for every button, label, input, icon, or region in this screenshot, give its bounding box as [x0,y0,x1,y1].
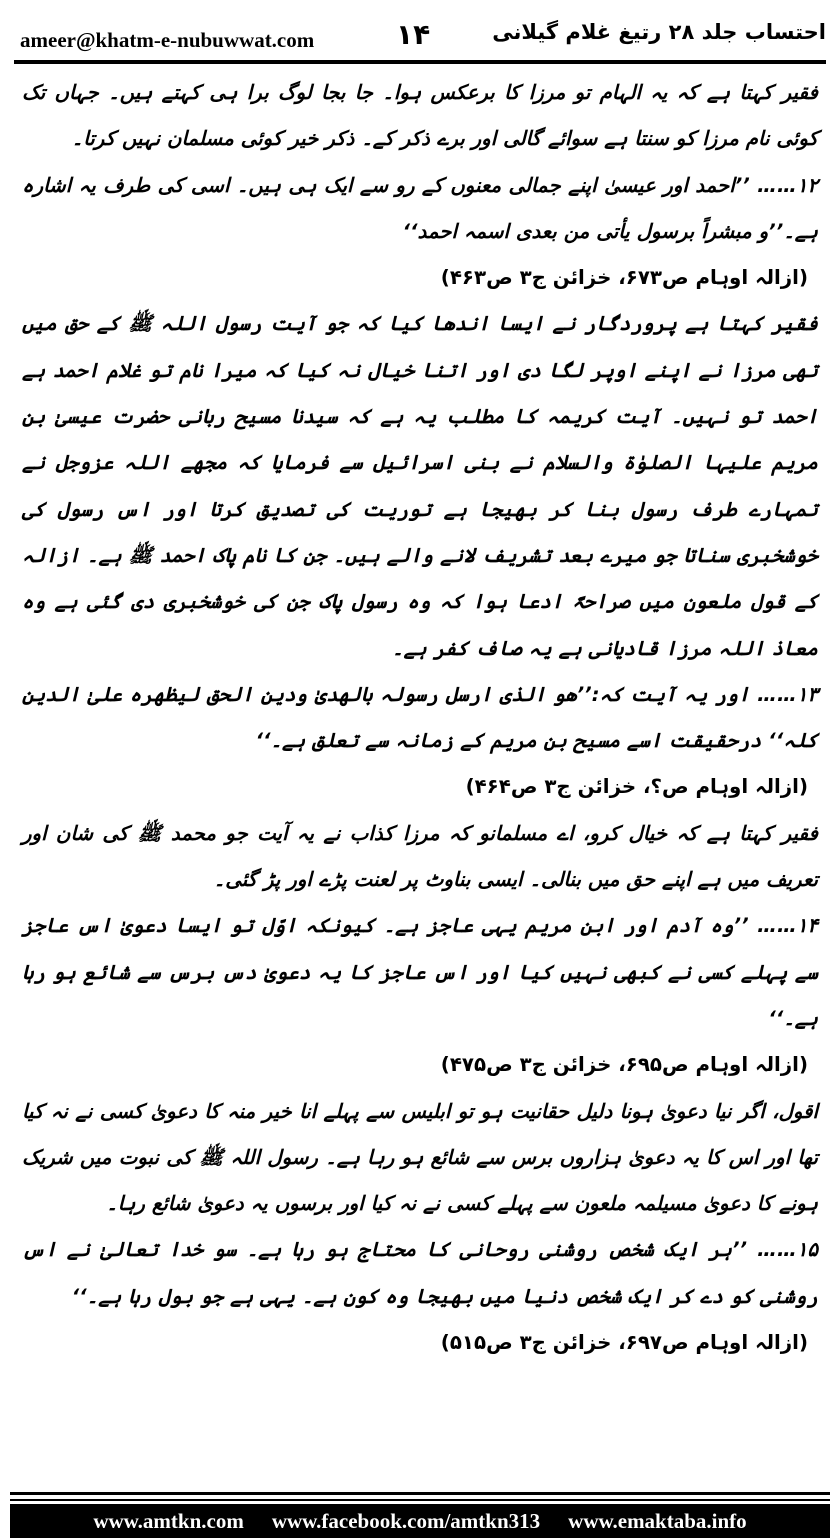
footer-rule-thin [10,1499,830,1501]
reference: (ازالہ اوہام ص؟، خزائن ج۳ ص۴۶۴) [465,775,808,799]
footer-link-amtkn[interactable]: www.amtkn.com [93,1508,244,1533]
paragraph: فقیر کہتا ہے کہ خیال کرو، اے مسلمانو کہ مرزا کذاب نے یہ آیت جو محمد ﷺ کی شان اور تعریف میں ہے اپنے حق میں بنالی۔ ایسی بناوٹ پر لعنت پڑے اور پڑ گئی۔ [22,821,818,892]
quote-13: ۱۳…… اور یہ آیت کہ:’’ھو الذی ارسل رسولہ بالھدیٰ ودین الحق لیظھرہ علیٰ الدین کلہ‘‘ درحقیقت اسے مسیح بن مریم کے زمانہ سے تعلق ہے۔‘‘ [22,682,818,753]
footer-link-emaktaba[interactable]: www.emaktaba.info [568,1508,747,1533]
page-header [20,14,826,56]
paragraph: فقیر کہتا ہے پروردگار نے ایسا اندھا کیا کہ جو آیت رسول اللہ ﷺ کے حق میں تھی مرزا نے اپنے اوپر لگا دی اور اتنا خیال نہ کیا کہ میرا نام تو غلام احمد ہے احمد تو نہیں۔ آیت کریمہ کا مطلب یہ ہے کہ سیدنا مسیح ربانی حضرت عیسیٰ بن مریم علیہا الصلوٰۃ والسلام نے بنی اسرائیل سے فرمایا کہ مجھے اللہ عزوجل نے تمہارے طرف رسول بنا کر بھیجا ہے توریت کی تصدیق کرتا اور اس رسول کی خوشخبری سناتا جو میرے بعد تشریف لانے والے ہیں۔ جن کا نام پاک احمد ﷺ ہے۔ ازالہ کے قول ملعون میں صراحۃً ادعا ہوا کہ وہ رسول پاک جن کی خوشخبری دی گئی ہے وہ معاذ اللہ مرزا قادیانی ہے یہ صاف کفر ہے۔ [22,312,818,660]
reference: (ازالہ اوہام ص۶۹۷، خزائن ج۳ ص۵۱۵) [440,1331,808,1355]
footer-rules [10,1492,830,1501]
footer-link-facebook[interactable]: www.facebook.com/amtkn313 [271,1508,541,1533]
reference: (ازالہ اوہام ص۶۹۵، خزائن ج۳ ص۴۷۵) [440,1053,808,1077]
paragraph: اقول، اگر نیا دعویٰ ہونا دلیل حقانیت ہو تو ابلیس سے پہلے انا خیر منہ کا دعویٰ کسی نے نہ کیا تھا اور اس کا یہ دعویٰ ہزاروں برس سے شائع ہو رہا ہے۔ رسول اللہ ﷺ کی نبوت میں شریک ہونے کا دعویٰ مسیلمہ ملعون سے پہلے کسی نے نہ کیا اور برسوں یہ دعویٰ شائع رہا۔ [22,1099,818,1216]
reference: (ازالہ اوہام ص۶۷۳، خزائن ج۳ ص۴۶۳) [440,266,808,290]
quote-14: ۱۴…… ’’وہ آدم اور ابن مریم یہی عاجز ہے۔ کیونکہ اوّل تو ایسا دعویٰ اس عاجز سے پہلے کسی نے کبھی نہیں کیا اور اس عاجز کا یہ دعویٰ دس برس سے شائع ہو رہا ہے۔‘‘ [22,914,818,1030]
page-number: ۱۴ [396,18,431,51]
quote-12: ۱۲…… ’’احمد اور عیسیٰ اپنے جمالی معنوں کے رو سے ایک ہی ہیں۔ اسی کی طرف یہ اشارہ ہے۔’’و مبشراً برسول یأتی من بعدی اسمہ احمد‘‘ [22,173,818,243]
page-content [22,70,818,1366]
header-email: ameer@khatm-e-nubuwwat.com [20,28,315,52]
footer-rule-thick [10,1492,830,1495]
book-title: احتساب جلد ۲۸ رتیغ غلام گیلانی [492,20,826,44]
paragraph: فقیر کہتا ہے کہ یہ الہام تو مرزا کا برعکس ہوا۔ جا بجا لوگ برا ہی کہتے ہیں۔ جہاں تک کوئی نام مرزا کو سنتا ہے سوائے گالی اور برے ذکر کے۔ ذکر خیر کوئی مسلمان نہیں کرتا۔ [22,81,818,151]
header-rule [14,60,826,64]
quote-15: ۱۵…… ’’ہر ایک شخص روشنی روحانی کا محتاج ہو رہا ہے۔ سو خدا تعالیٰ نے اس روشنی کو دے کر ایک شخص دنیا میں بھیجا وہ کون ہے۔ یہی ہے جو بول رہا ہے۔‘‘ [22,1238,818,1308]
footer-bar [10,1504,830,1538]
